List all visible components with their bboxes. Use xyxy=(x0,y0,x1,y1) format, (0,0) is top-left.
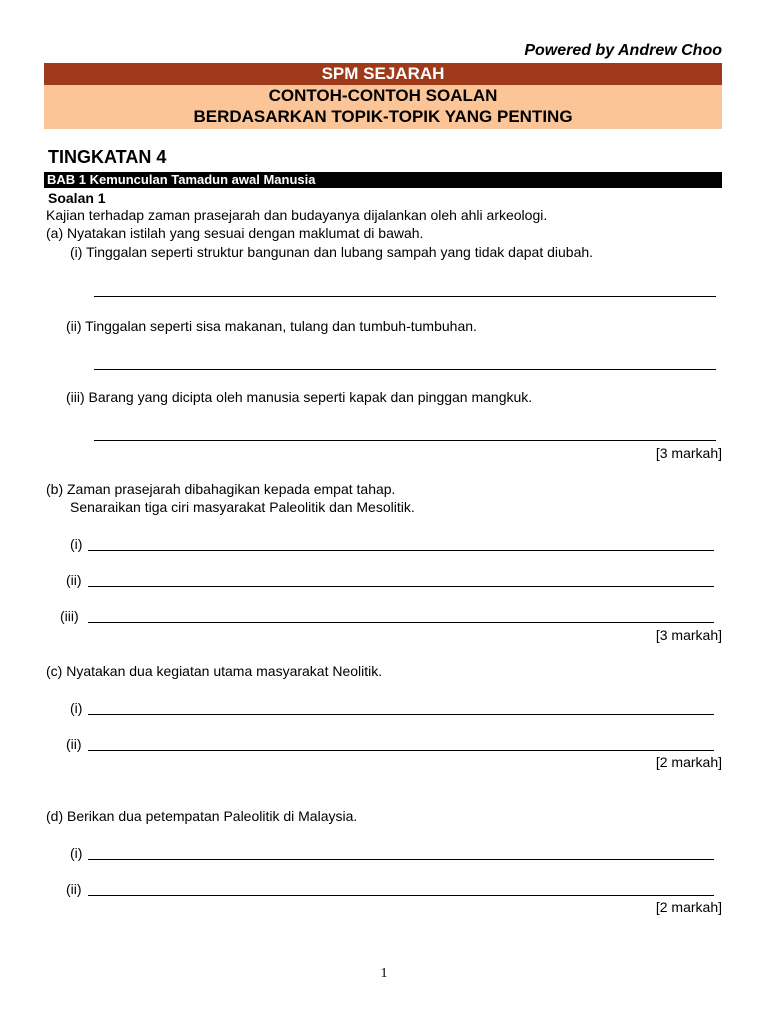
part-d-label-2: (ii) xyxy=(66,881,82,897)
part-b-label-1: (i) xyxy=(70,536,83,552)
part-b-prompt-2: Senaraikan tiga ciri masyarakat Paleolitik dan Mesolitik. xyxy=(70,499,415,515)
answer-line-a3[interactable] xyxy=(94,440,716,441)
answer-line-d2[interactable] xyxy=(88,895,714,896)
question-heading: Soalan 1 xyxy=(48,190,106,206)
part-d-label-1: (i) xyxy=(70,845,83,861)
answer-line-a2[interactable] xyxy=(94,369,716,370)
marks-d: [2 markah] xyxy=(655,899,722,915)
part-b-label-2: (ii) xyxy=(66,572,82,588)
part-c-label-1: (i) xyxy=(70,700,83,716)
answer-line-b2[interactable] xyxy=(88,586,714,587)
part-a-prompt: (a) Nyatakan istilah yang sesuai dengan maklumat di bawah. xyxy=(46,225,424,241)
part-a-item-2: (ii) Tinggalan seperti sisa makanan, tulang dan tumbuh-tumbuhan. xyxy=(66,318,477,334)
page-number: 1 xyxy=(380,966,388,981)
subject-banner: SPM SEJARAH xyxy=(44,63,722,85)
marks-a: [3 markah] xyxy=(655,445,722,461)
part-b-prompt-1: (b) Zaman prasejarah dibahagikan kepada empat tahap. xyxy=(46,481,396,497)
answer-line-b1[interactable] xyxy=(88,550,714,551)
powered-by-text: Powered by Andrew Choo xyxy=(524,42,722,59)
chapter-bar xyxy=(44,172,722,188)
marks-c: [2 markah] xyxy=(655,754,722,770)
part-b-label-3: (iii) xyxy=(60,608,79,624)
part-c-label-2: (ii) xyxy=(66,736,82,752)
title-line-1: CONTOH-CONTOH SOALAN xyxy=(268,86,498,105)
part-a-item-1: (i) Tinggalan seperti struktur bangunan dan lubang sampah yang tidak dapat diubah. xyxy=(70,244,594,260)
title-banner xyxy=(44,85,722,129)
answer-line-d1[interactable] xyxy=(88,859,714,860)
part-a-item-3: (iii) Barang yang dicipta oleh manusia seperti kapak dan pinggan mangkuk. xyxy=(66,389,533,405)
level-heading: TINGKATAN 4 xyxy=(48,147,167,167)
part-d-prompt: (d) Berikan dua petempatan Paleolitik di Malaysia. xyxy=(46,808,358,824)
answer-line-b3[interactable] xyxy=(88,622,714,623)
marks-b: [3 markah] xyxy=(655,627,722,643)
part-c-prompt: (c) Nyatakan dua kegiatan utama masyarakat Neolitik. xyxy=(46,663,383,679)
answer-line-c2[interactable] xyxy=(88,750,714,751)
chapter-title: BAB 1 Kemunculan Tamadun awal Manusia xyxy=(47,172,316,187)
title-line-2: BERDASARKAN TOPIK-TOPIK YANG PENTING xyxy=(193,107,573,126)
answer-line-c1[interactable] xyxy=(88,714,714,715)
answer-line-a1[interactable] xyxy=(94,296,716,297)
question-intro: Kajian terhadap zaman prasejarah dan budayanya dijalankan oleh ahli arkeologi. xyxy=(46,207,548,223)
